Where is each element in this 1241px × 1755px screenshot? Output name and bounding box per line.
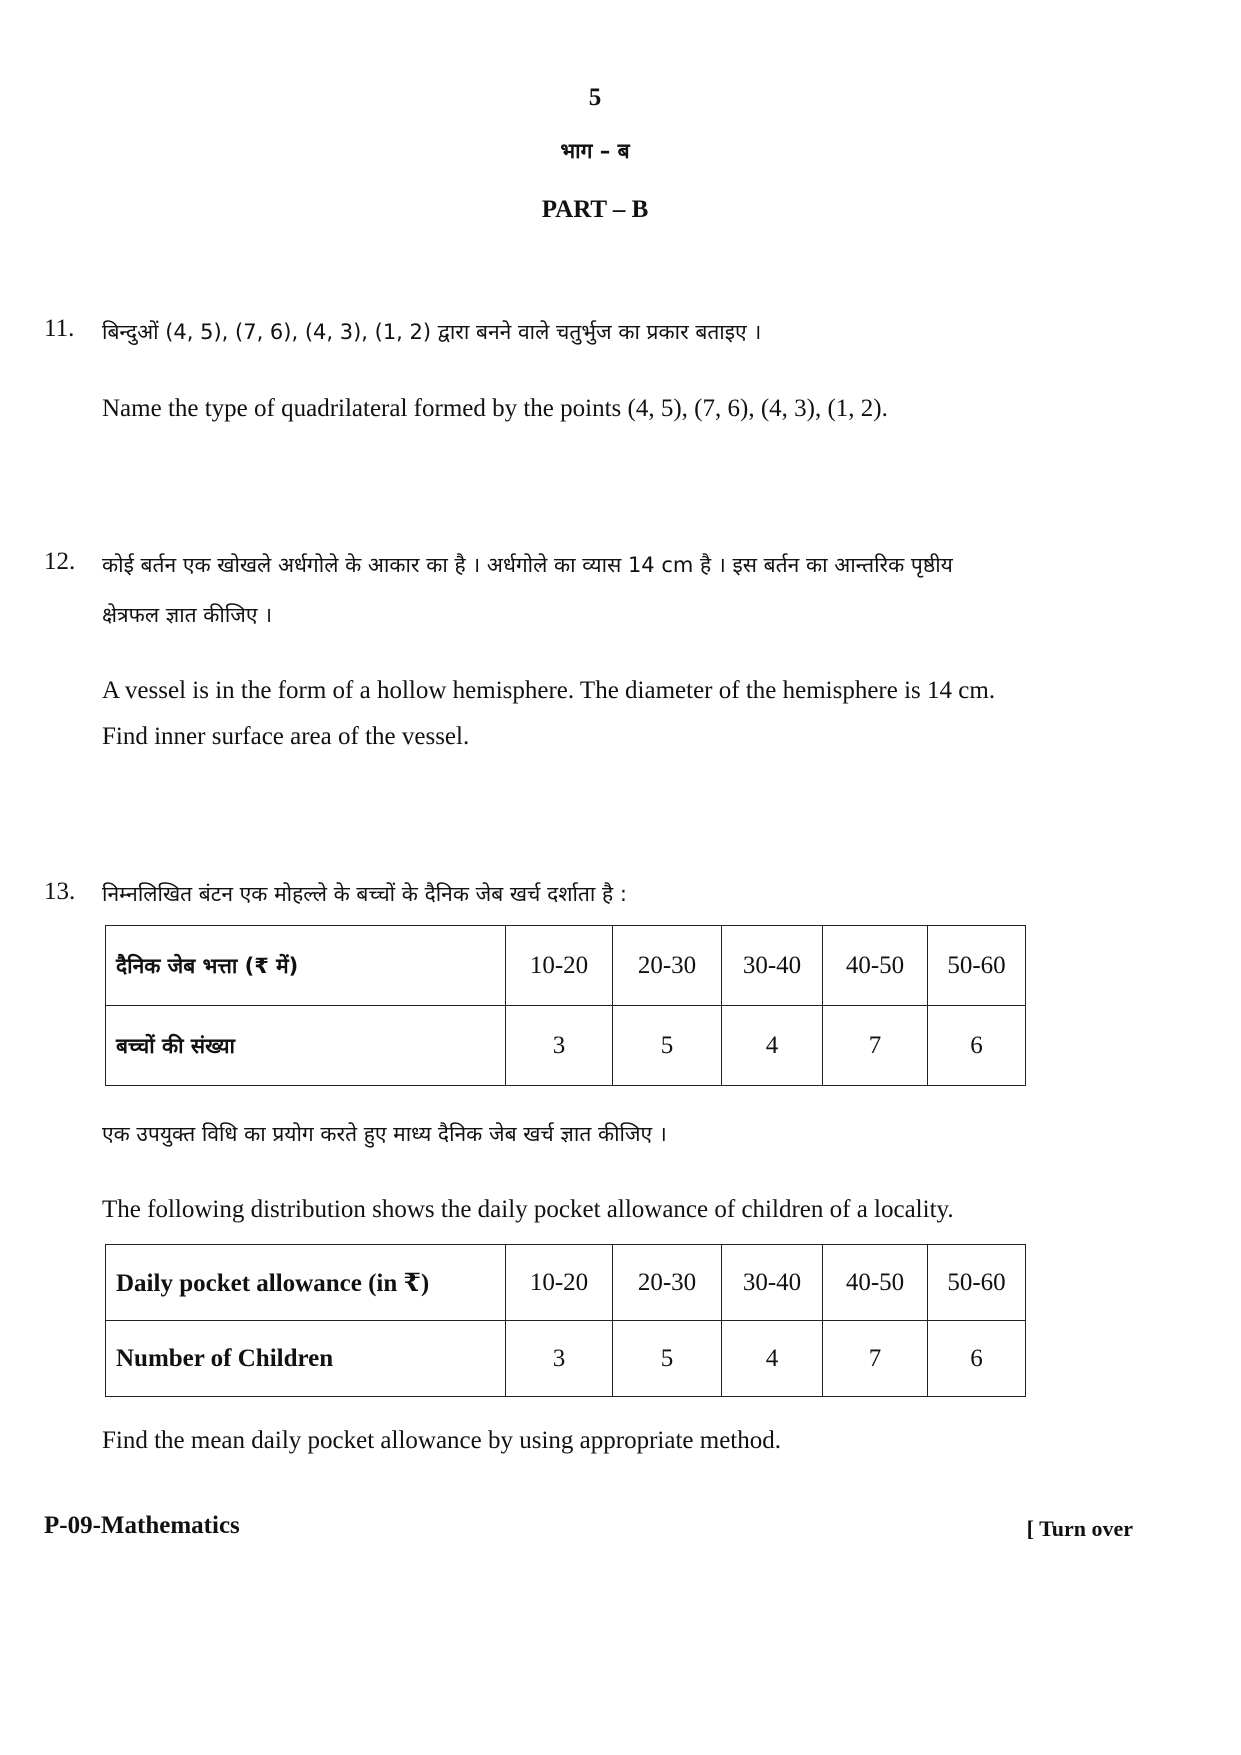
question-12-hindi-line-1: कोई बर्तन एक खोखले अर्धगोले के आकार का है । अर्धगोले का व्यास 14 cm है । इस बर्तन का आन्तरिक पृष्ठीय: [102, 553, 953, 577]
table-row: [106, 1321, 1026, 1397]
question-11-number: 11.: [44, 315, 75, 342]
table-header-cell: दैनिक जेब भत्ता (₹ में): [106, 926, 506, 1006]
class-interval-cell: 50-60: [928, 1245, 1026, 1321]
question-12-english-line-1: A vessel is in the form of a hollow hemisphere. The diameter of the hemisphere is 14 cm.: [102, 677, 996, 704]
question-13-number: 13.: [44, 878, 76, 905]
frequency-cell: 4: [722, 1006, 823, 1086]
question-12-hindi-line-2: क्षेत्रफल ज्ञात कीजिए ।: [102, 603, 273, 627]
question-13-english-question: Find the mean daily pocket allowance by using appropriate method.: [102, 1427, 781, 1454]
question-12-number: 12.: [44, 548, 76, 575]
frequency-cell: 5: [613, 1321, 722, 1397]
class-interval-cell: 20-30: [613, 1245, 722, 1321]
frequency-cell: 5: [613, 1006, 722, 1086]
table-header-cell: बच्चों की संख्या: [106, 1006, 506, 1086]
class-interval-cell: 40-50: [823, 1245, 928, 1321]
question-11-english: Name the type of quadrilateral formed by the points (4, 5), (7, 6), (4, 3), (1, 2).: [102, 395, 888, 422]
table-header-cell: Number of Children: [106, 1321, 506, 1397]
page-number: 5: [588, 84, 602, 111]
table-header-cell: Daily pocket allowance (in ₹): [106, 1245, 506, 1321]
class-interval-cell: 50-60: [928, 926, 1026, 1006]
question-13-english-intro: The following distribution shows the daily pocket allowance of children of a locality.: [102, 1196, 954, 1223]
class-interval-cell: 40-50: [823, 926, 928, 1006]
part-title-hindi: भाग – ब: [560, 139, 630, 163]
frequency-cell: 3: [506, 1321, 613, 1397]
table-row: [106, 1006, 1026, 1086]
table-row: [106, 926, 1026, 1006]
question-11-hindi: बिन्दुओं (4, 5), (7, 6), (4, 3), (1, 2) द्वारा बनने वाले चतुर्भुज का प्रकार बताइए ।: [102, 320, 762, 344]
class-interval-cell: 20-30: [613, 926, 722, 1006]
turn-over-note: [ Turn over: [1026, 1516, 1133, 1541]
frequency-cell: 4: [722, 1321, 823, 1397]
class-interval-cell: 10-20: [506, 926, 613, 1006]
table-row: [106, 1245, 1026, 1321]
frequency-cell: 7: [823, 1321, 928, 1397]
class-interval-cell: 30-40: [722, 1245, 823, 1321]
class-interval-cell: 10-20: [506, 1245, 613, 1321]
frequency-cell: 6: [928, 1321, 1026, 1397]
allowance-table-hindi: [105, 925, 1026, 1086]
frequency-cell: 6: [928, 1006, 1026, 1086]
frequency-cell: 7: [823, 1006, 928, 1086]
frequency-cell: 3: [506, 1006, 613, 1086]
class-interval-cell: 30-40: [722, 926, 823, 1006]
question-13-hindi-intro: निम्नलिखित बंटन एक मोहल्ले के बच्चों के दैनिक जेब खर्च दर्शाता है :: [102, 882, 627, 906]
question-13-hindi-question: एक उपयुक्त विधि का प्रयोग करते हुए माध्य दैनिक जेब खर्च ज्ञात कीजिए ।: [102, 1122, 667, 1146]
paper-code: P-09-Mathematics: [44, 1512, 240, 1539]
allowance-table-english: [105, 1244, 1026, 1397]
question-12-english-line-2: Find inner surface area of the vessel.: [102, 723, 470, 750]
part-title-english: PART – B: [541, 196, 649, 223]
